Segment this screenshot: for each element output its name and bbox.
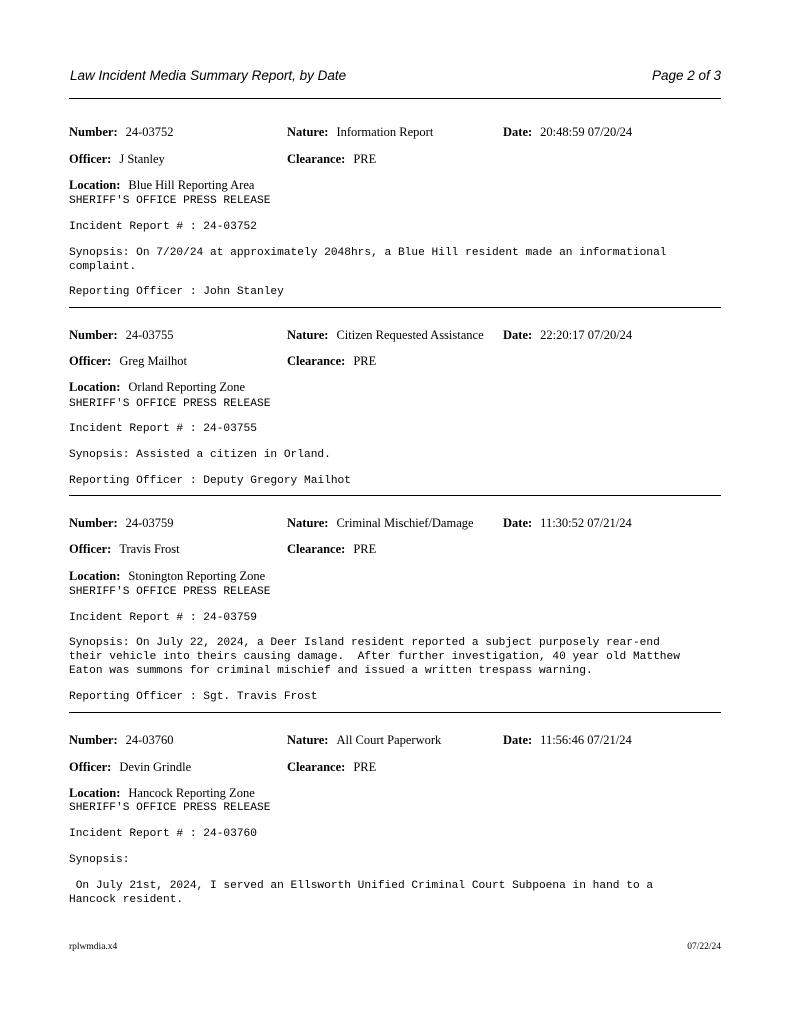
- press-release-heading: SHERIFF'S OFFICE PRESS RELEASE: [69, 398, 271, 410]
- incident-officer: Officer: J Stanley: [69, 152, 165, 166]
- incident-synopsis: Synopsis: On 7/20/24 at approximately 2048hrs, a Blue Hill resident made an informational complaint.: [69, 247, 667, 273]
- incident-nature: Nature: Citizen Requested Assistance: [287, 328, 484, 342]
- reporting-officer: Reporting Officer : John Stanley: [69, 286, 284, 298]
- incident-number: Number: 24-03755: [69, 328, 174, 342]
- incident-report-number: Incident Report # : 24-03760: [69, 828, 257, 840]
- incident-clearance: Clearance: PRE: [287, 760, 377, 774]
- footer-print-date: 07/22/24: [687, 942, 721, 952]
- incident-date: Date: 20:48:59 07/20/24: [503, 125, 633, 139]
- incident-clearance: Clearance: PRE: [287, 542, 377, 556]
- incident-nature: Nature: Criminal Mischief/Damage: [287, 516, 474, 530]
- incident-date: Date: 22:20:17 07/20/24: [503, 328, 633, 342]
- incident-synopsis: Synopsis: Assisted a citizen in Orland.: [69, 449, 331, 461]
- incident-report-number: Incident Report # : 24-03752: [69, 221, 257, 233]
- page-number: Page 2 of 3: [651, 68, 721, 83]
- incident-nature: Nature: Information Report: [287, 125, 434, 139]
- incident-nature: Nature: All Court Paperwork: [287, 733, 442, 747]
- incident-location: Location: Blue Hill Reporting Area: [69, 178, 255, 192]
- incident-synopsis: Synopsis: On July 22, 2024, a Deer Island resident reported a subject purposely rear-end their vehicle into theirs causing damage. After further investigation, 40 year old Matthew Eaton was summons for criminal mischief and issued a written trespass warning.: [69, 637, 680, 677]
- incident-number: Number: 24-03752: [69, 125, 174, 139]
- incident-synopsis: Synopsis:: [69, 854, 130, 866]
- incident-clearance: Clearance: PRE: [287, 354, 377, 368]
- incident-location: Location: Orland Reporting Zone: [69, 380, 246, 394]
- incident-location: Location: Stonington Reporting Zone: [69, 569, 266, 583]
- incident-officer: Officer: Travis Frost: [69, 542, 180, 556]
- incident-number: Number: 24-03760: [69, 733, 174, 747]
- report-title: Law Incident Media Summary Report, by Date: [70, 68, 347, 83]
- incident-report-number: Incident Report # : 24-03759: [69, 612, 257, 624]
- press-release-heading: SHERIFF'S OFFICE PRESS RELEASE: [69, 802, 271, 814]
- header-divider: [69, 98, 721, 99]
- press-release-heading: SHERIFF'S OFFICE PRESS RELEASE: [69, 586, 271, 598]
- reporting-officer: Reporting Officer : Sgt. Travis Frost: [69, 691, 318, 703]
- incident-divider: [69, 712, 721, 713]
- incident-officer: Officer: Devin Grindle: [69, 760, 192, 774]
- reporting-officer: Reporting Officer : Deputy Gregory Mailhot: [69, 475, 351, 487]
- incident-date: Date: 11:30:52 07/21/24: [503, 516, 632, 530]
- press-release-heading: SHERIFF'S OFFICE PRESS RELEASE: [69, 195, 271, 207]
- incident-officer: Officer: Greg Mailhot: [69, 354, 188, 368]
- incident-clearance: Clearance: PRE: [287, 152, 377, 166]
- incident-synopsis-body: On July 21st, 2024, I served an Ellsworth Unified Criminal Court Subpoena in hand to a Hancock resident.: [69, 880, 654, 906]
- incident-report-number: Incident Report # : 24-03755: [69, 423, 257, 435]
- footer-report-id: rplwmdia.x4: [69, 942, 118, 952]
- incident-date: Date: 11:56:46 07/21/24: [503, 733, 632, 747]
- incident-divider: [69, 307, 721, 308]
- incident-number: Number: 24-03759: [69, 516, 174, 530]
- incident-divider: [69, 495, 721, 496]
- incident-location: Location: Hancock Reporting Zone: [69, 786, 255, 800]
